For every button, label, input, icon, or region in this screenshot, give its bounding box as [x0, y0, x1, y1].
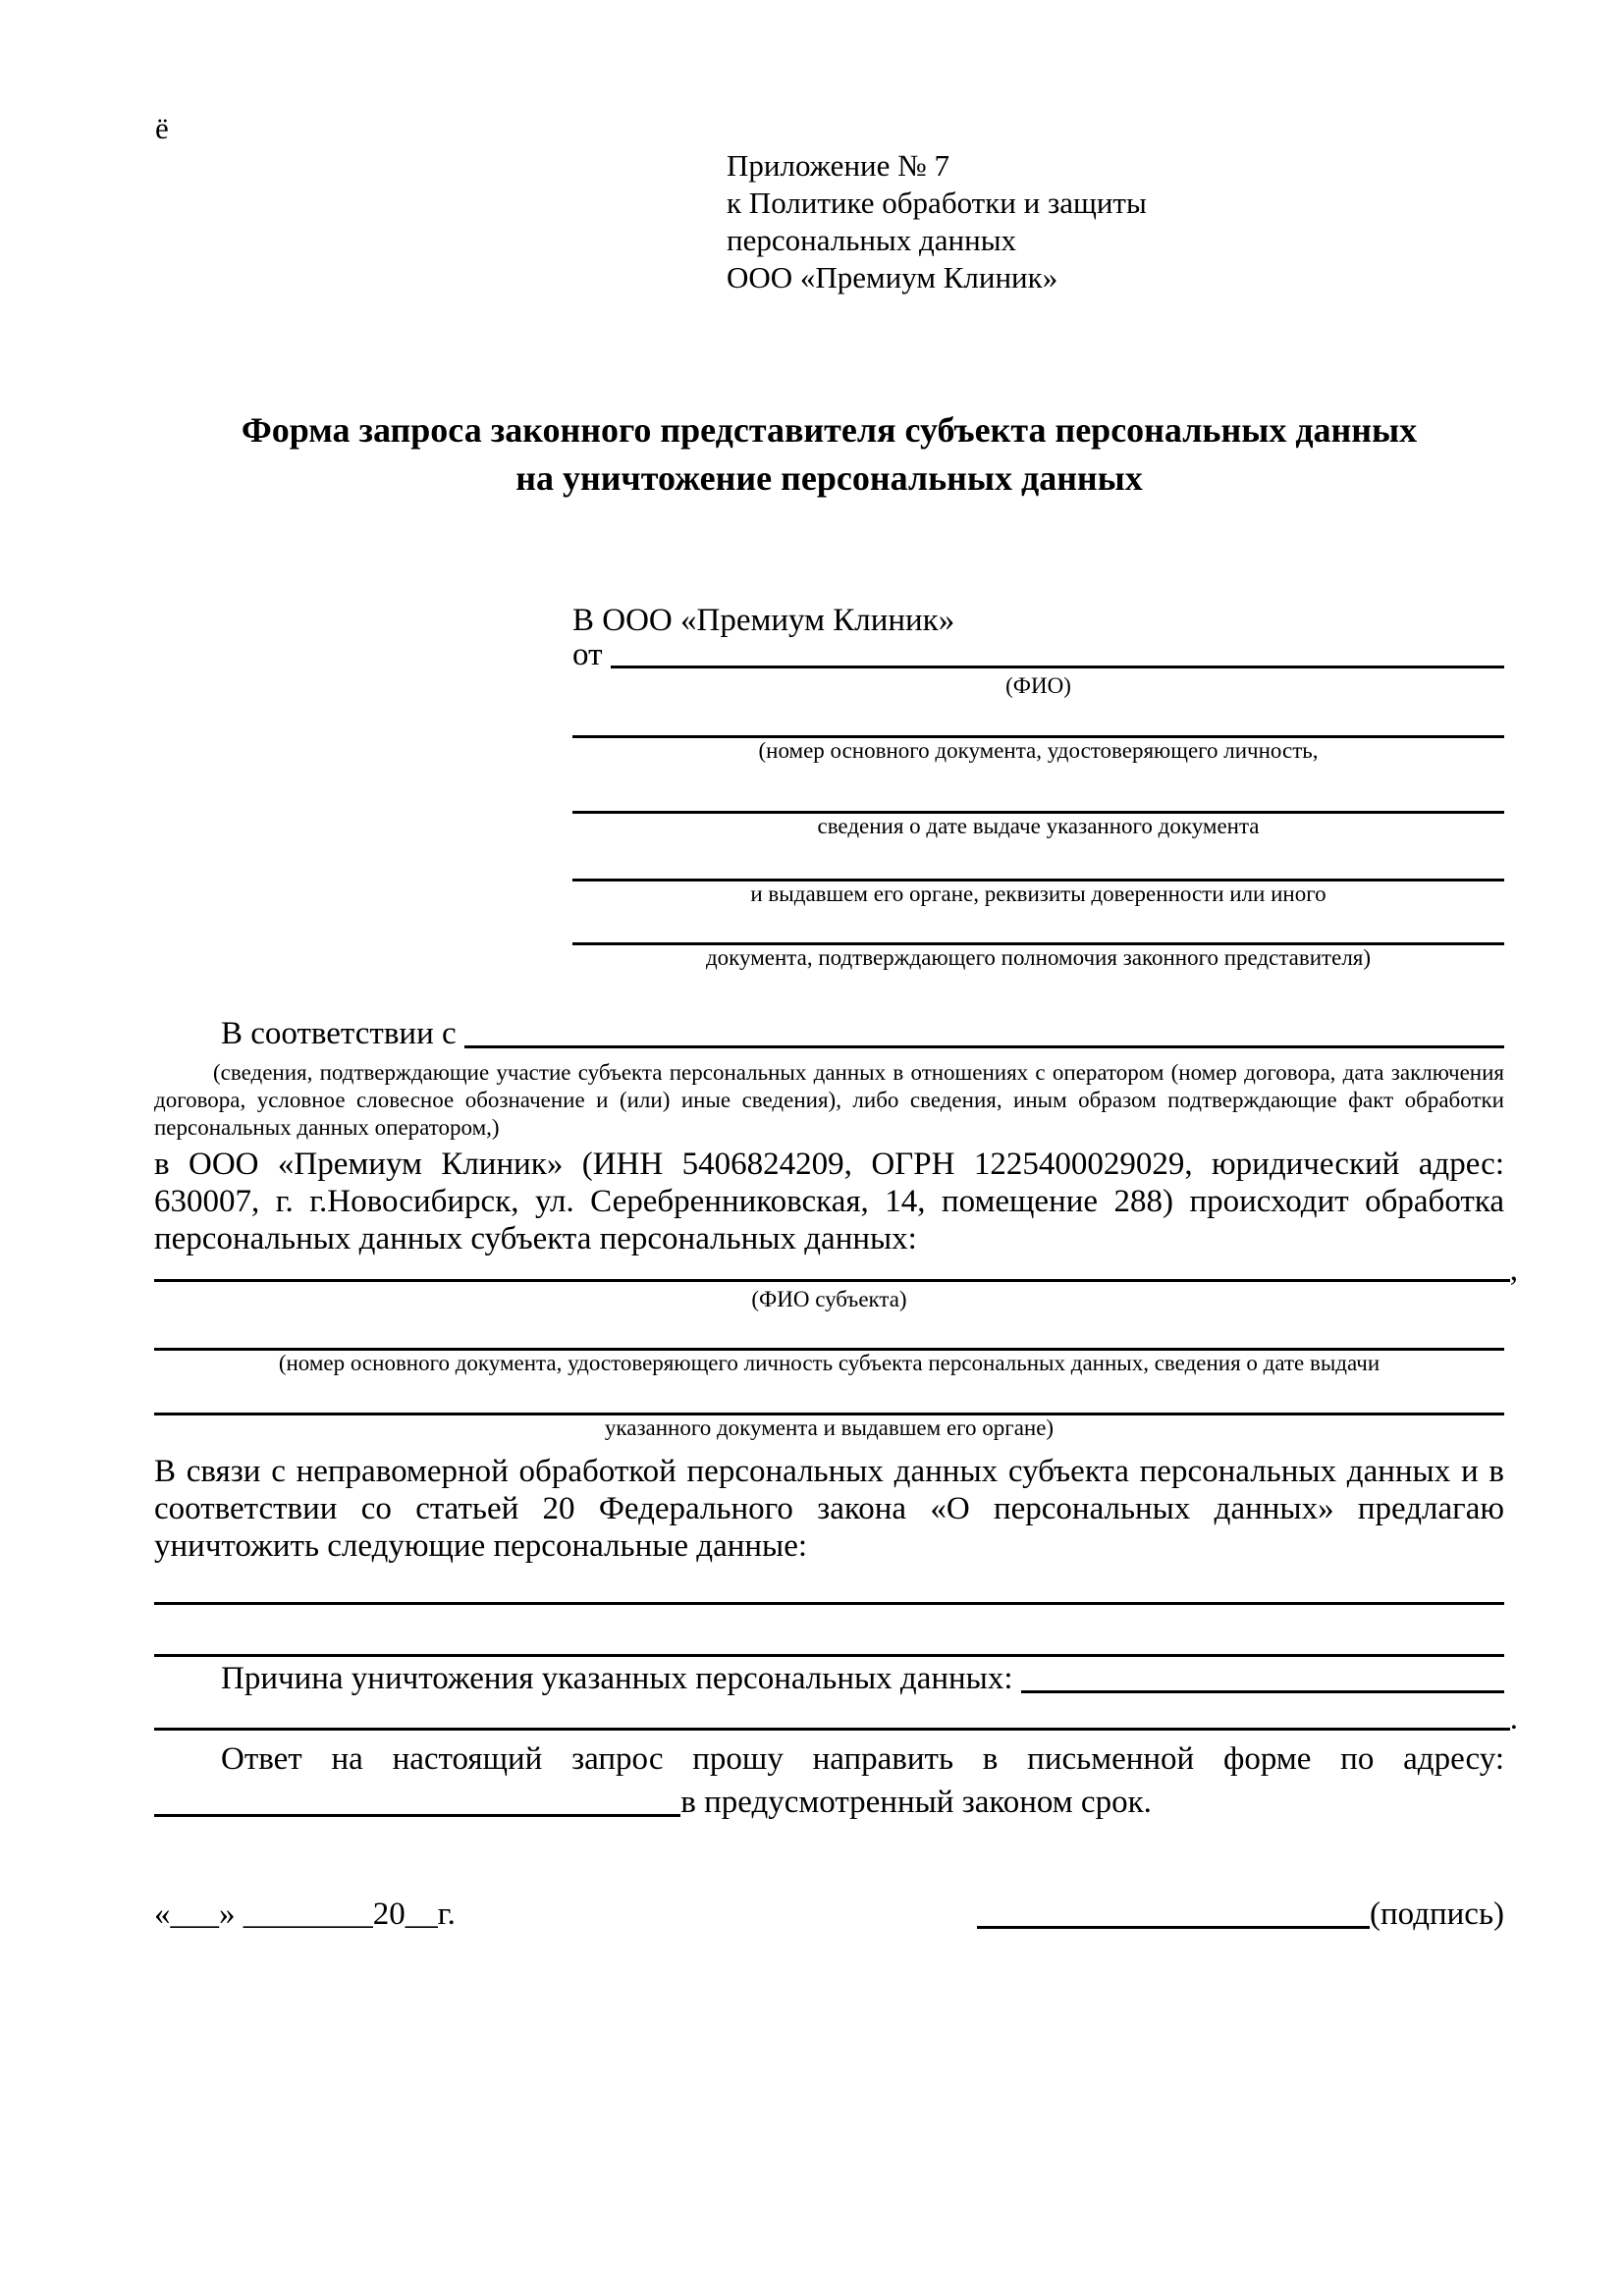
reply-term-text: в предусмотренный законом срок.	[680, 1785, 1152, 1820]
from-row	[572, 637, 1504, 673]
representative-name-blank	[611, 666, 1505, 668]
appendix-header	[727, 0, 1504, 296]
appendix-line-4: ООО «Премиум Клиник»	[727, 260, 1058, 294]
subject-doc-field-2	[154, 1376, 1504, 1441]
form-title-line-1: Форма запроса законного представителя субъекта персональных данных	[241, 410, 1418, 450]
representative-doc-date-blank	[572, 764, 1504, 814]
representative-field-1	[572, 699, 1504, 764]
subject-fio-comma: ,	[1509, 1253, 1518, 1288]
from-label: от	[572, 637, 603, 672]
accordance-note: (сведения, подтверждающие участие субъекта персональных данных в отношениях с оператором (номер договора, дата заключения договора, условное словесное обозначение и (или) иные сведения), либо сведения, иным образом подтверждающие факт обработки персональных данных оператором,)	[154, 1060, 1504, 1140]
reason-continuation-row	[154, 1698, 1518, 1736]
data-to-destroy-blank-1	[154, 1565, 1504, 1605]
reason-blank	[1021, 1690, 1504, 1693]
signature-blank	[977, 1893, 1370, 1929]
subject-doc-field-1	[154, 1312, 1504, 1376]
representative-field-caption-1: (номер основного документа, удостоверяющего личность,	[758, 738, 1319, 763]
date-blank: «___» ________20__г.	[154, 1896, 456, 1932]
reason-continuation-blank	[154, 1728, 1510, 1731]
addressee-block	[572, 601, 1504, 971]
page-content	[154, 0, 1518, 1934]
subject-doc-issuer-blank	[154, 1376, 1504, 1415]
footer-row	[154, 1893, 1504, 1934]
reason-row	[154, 1657, 1504, 1698]
fio-caption: (ФИО)	[1005, 673, 1071, 698]
form-title	[154, 406, 1504, 503]
accordance-blank	[464, 1045, 1504, 1048]
appendix-line-3: персональных данных	[727, 223, 1017, 257]
operator-paragraph: в ООО «Премиум Клиник» (ИНН 5406824209, ОГРН 1225400029029, юридический адрес: 630007, г. г.Новосибирск, ул. Серебренниковская, 14, помещение 288) происходит обработка персональных данных субъекта персональных данных:	[154, 1147, 1504, 1256]
addressee-company: В ООО «Премиум Клиник»	[572, 603, 955, 638]
subject-doc-number-blank	[154, 1312, 1504, 1351]
subject-fio-row	[154, 1253, 1518, 1288]
subject-fio-blank	[154, 1279, 1510, 1282]
representative-doc-issuer-blank	[572, 839, 1504, 881]
representative-field-caption-2: сведения о дате выдаче указанного документа	[817, 814, 1260, 838]
reason-lead: Причина уничтожения указанных персональных данных:	[221, 1661, 1013, 1696]
reason-period: .	[1509, 1701, 1518, 1736]
representative-doc-number-blank	[572, 699, 1504, 738]
appendix-line-2: к Политике обработки и защиты	[727, 186, 1147, 220]
accordance-lead: В соответствии с	[221, 1016, 457, 1051]
subject-doc-caption-top: (номер основного документа, удостоверяющего личность субъекта персональных данных, сведения о дате выдачи	[278, 1351, 1380, 1375]
representative-field-3	[572, 839, 1504, 907]
representative-authority-doc-blank	[572, 907, 1504, 945]
accordance-row	[154, 1014, 1504, 1053]
reply-term-row	[154, 1779, 1504, 1822]
appendix-line-1: Приложение № 7	[727, 148, 949, 183]
form-title-line-2: на уничтожение персональных данных	[515, 458, 1143, 498]
reply-address-line: Ответ на настоящий запрос прошу направить в письменной форме по адресу:	[221, 1741, 1504, 1777]
reply-address-blank	[154, 1814, 680, 1817]
representative-field-2	[572, 764, 1504, 839]
subject-doc-caption-bottom: указанного документа и выдавшем его органе)	[604, 1415, 1055, 1440]
representative-field-4	[572, 907, 1504, 971]
data-to-destroy-blank-2	[154, 1605, 1504, 1657]
subject-fio-caption: (ФИО субъекта)	[751, 1287, 907, 1311]
representative-field-caption-3: и выдавшем его органе, реквизиты доверенности или иного	[750, 881, 1326, 906]
stray-char: ё	[155, 111, 169, 145]
unlawful-processing-paragraph: В связи с неправомерной обработкой персональных данных субъекта персональных данных и в соответствии со статьей 20 Федерального закона «О персональных данных» предлагаю уничтожить следующие персональные данные:	[154, 1454, 1504, 1564]
signature-caption: (подпись)	[1370, 1896, 1504, 1932]
representative-field-caption-4: документа, подтверждающего полномочия законного представителя)	[705, 945, 1372, 970]
